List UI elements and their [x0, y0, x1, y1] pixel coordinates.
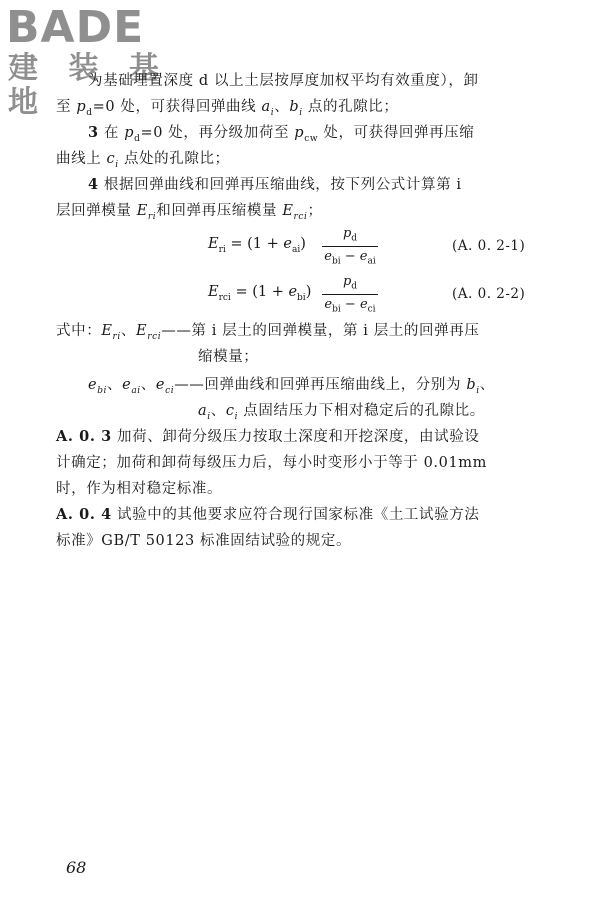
- text-line-2: 至 $p_d=0$ 处，可获得回弹曲线 $a_i$、$b_i$ 点的孔隙比；: [56, 99, 399, 118]
- item-3-line-1: 3 在 $p_d=0$ 处，再分级加荷至 $p_{cw}$ 处，可获得回弹再压缩: [88, 124, 475, 144]
- equation-1-fraction: $p_d$ $e_{bi} - e_{ai}$: [322, 226, 378, 266]
- item-4-line-2: 层回弹模量 $E_{ri}$和回弹再压缩模量 $E_{rci}$；: [56, 203, 323, 222]
- logo-subtitle: 建 装 基 地: [8, 51, 169, 120]
- text-line-1: 为基础埋置深度 d 以上土层按厚度加权平均有效重度），卸: [88, 73, 479, 89]
- clause-a03-line-2: 计确定；加荷和卸荷每级压力后，每小时变形小于等于 0.01mm: [56, 455, 487, 471]
- where-line-3: $e_{bi}$、$e_{ai}$、$e_{ci}——$回弹曲线和回弹再压缩曲线上，分别为 $b_i$、: [88, 377, 495, 396]
- logo-wordmark: BADE: [6, 2, 145, 53]
- clause-a04-line-1: A. 0. 4 试验中的其他要求应符合现行国家标准《土工试验方法: [56, 506, 480, 523]
- where-line-2: 缩模量；: [198, 349, 259, 365]
- equation-2-fraction: $p_d$ $e_{bi} - e_{ci}$: [322, 274, 378, 314]
- equation-1: $E_{ri} = (1 + e_{ai})$: [208, 236, 306, 255]
- where-line-1: 式中：$E_{ri}$、$E_{rci}——$第 i 层土的回弹模量，第 i 层土的回弹再压: [56, 323, 480, 342]
- item-3-line-2: 曲线上 $c_i$ 点处的孔隙比；: [56, 151, 230, 170]
- where-line-4: $a_i$、$c_i$ 点固结压力下相对稳定后的孔隙比。: [198, 403, 485, 422]
- equation-2-number: (A. 0. 2-2): [452, 286, 526, 302]
- page-number: 68: [66, 858, 87, 877]
- clause-a03-line-3: 时，作为相对稳定标准。: [56, 481, 223, 497]
- equation-2: $E_{rci} = (1 + e_{bi})$: [208, 284, 312, 303]
- equation-1-number: (A. 0. 2-1): [452, 238, 526, 254]
- clause-a03-line-1: A. 0. 3 加荷、卸荷分级压力按取土深度和开挖深度，由试验设: [56, 428, 480, 445]
- item-4-line-1: 4 根据回弹曲线和回弹再压缩曲线，按下列公式计算第 i: [88, 176, 462, 193]
- clause-a04-line-2: 标准》GB/T 50123 标准固结试验的规定。: [56, 533, 352, 549]
